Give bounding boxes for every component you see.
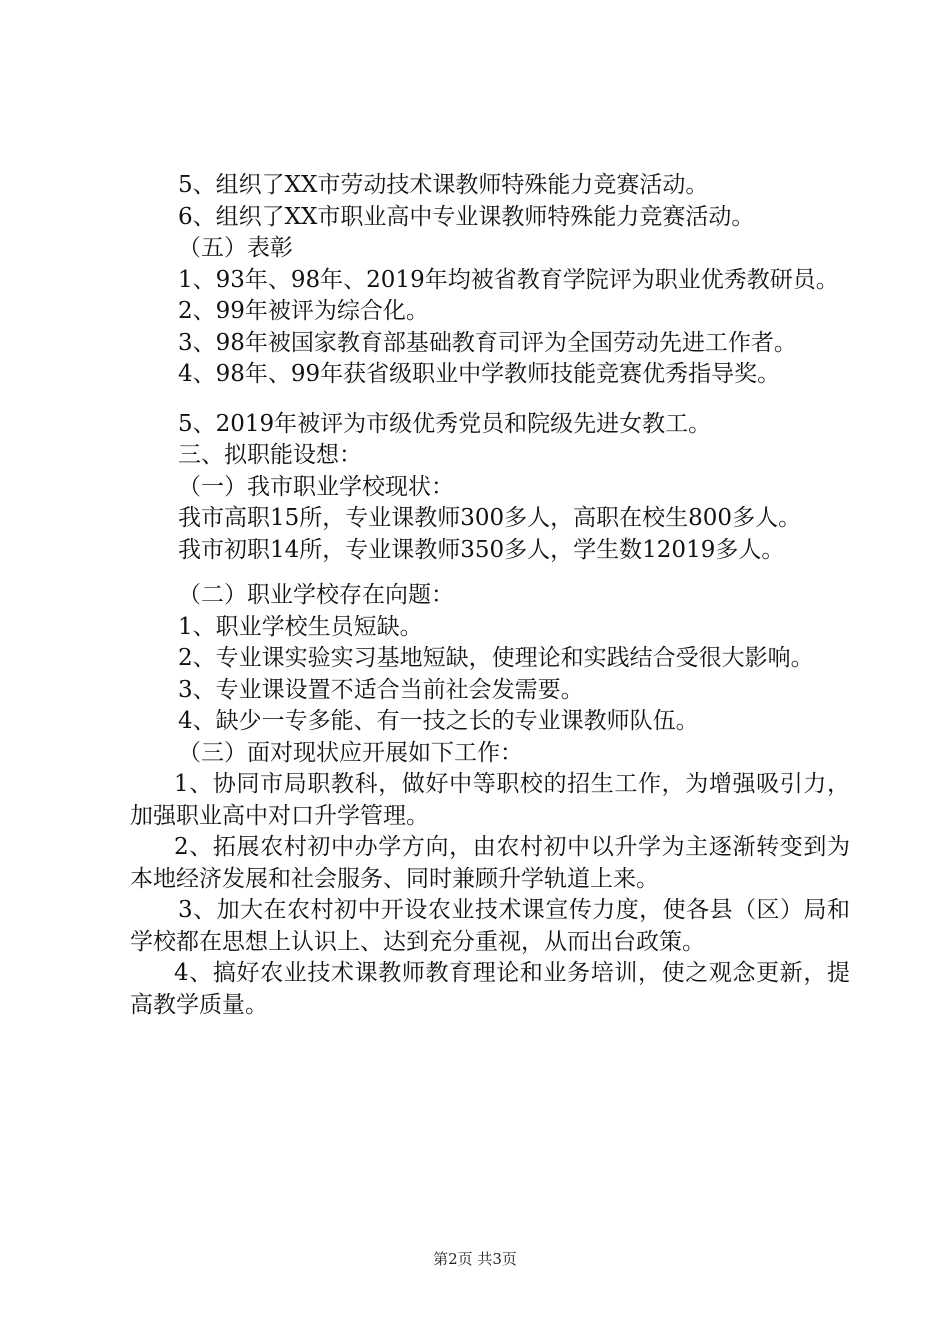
- problem-2: 2、专业课实验实习基地短缺，使理论和实践结合受很大影响。: [178, 645, 814, 671]
- problem-1: 1、职业学校生员短缺。: [178, 613, 423, 640]
- item-6-vocational-competition: 6、组织了XX市职业高中专业课教师特殊能力竞赛活动。: [178, 203, 755, 230]
- subheading-current-status: （一）我市职业学校现状：: [178, 473, 454, 500]
- work-item-1: 1、协同市局职教科，做好中等职校的招生工作，为增强吸引力，加强职业高中对口升学管理。: [130, 771, 850, 829]
- status-senior-vocational: 我市高职15所，专业课教师300多人，高职在校生800多人。: [178, 505, 802, 531]
- work-item-2: 2、拓展农村初中办学方向，由农村初中以升学为主逐渐转变到为本地经济发展和社会服务、同时兼顾升学轨道上来。: [130, 834, 850, 892]
- item-5-labor-tech-competition: 5、组织了XX市劳动技术课教师特殊能力竞赛活动。: [178, 172, 709, 198]
- section-heading-commendations: （五）表彰: [178, 235, 293, 261]
- commendation-5: 5、2019年被评为市级优秀党员和院级先进女教工。: [178, 410, 712, 437]
- problem-4: 4、缺少一专多能、有一技之长的专业课教师队伍。: [178, 708, 699, 734]
- status-junior-vocational: 我市初职14所，专业课教师350多人，学生数12019多人。: [178, 536, 785, 563]
- section-heading-proposed-functions: 三、拟职能设想：: [178, 442, 362, 468]
- work-item-3: 3、加大在农村初中开设农业技术课宣传力度，使各县（区）局和学校都在思想上认识上、达到充分重视，从而出台政策。: [130, 897, 850, 955]
- commendation-3: 3、98年被国家教育部基础教育司评为全国劳动先进工作者。: [178, 329, 797, 356]
- subheading-planned-work: （三）面对现状应开展如下工作：: [178, 739, 523, 766]
- commendation-1: 1、93年、98年、2019年均被省教育学院评为职业优秀教研员。: [178, 266, 839, 293]
- problem-3: 3、专业课设置不适合当前社会发需要。: [178, 676, 584, 703]
- commendation-4: 4、98年、99年获省级职业中学教师技能竞赛优秀指导奖。: [178, 361, 781, 387]
- document-body: [130, 170, 850, 1021]
- work-item-4: 4、搞好农业技术课教师教育理论和业务培训，使之观念更新，提高教学质量。: [130, 960, 850, 1018]
- subheading-existing-problems: （二）职业学校存在向题：: [178, 582, 454, 608]
- page-number-footer: 第2页 共3页: [433, 1250, 517, 1268]
- commendation-2: 2、99年被评为综合化。: [178, 298, 429, 324]
